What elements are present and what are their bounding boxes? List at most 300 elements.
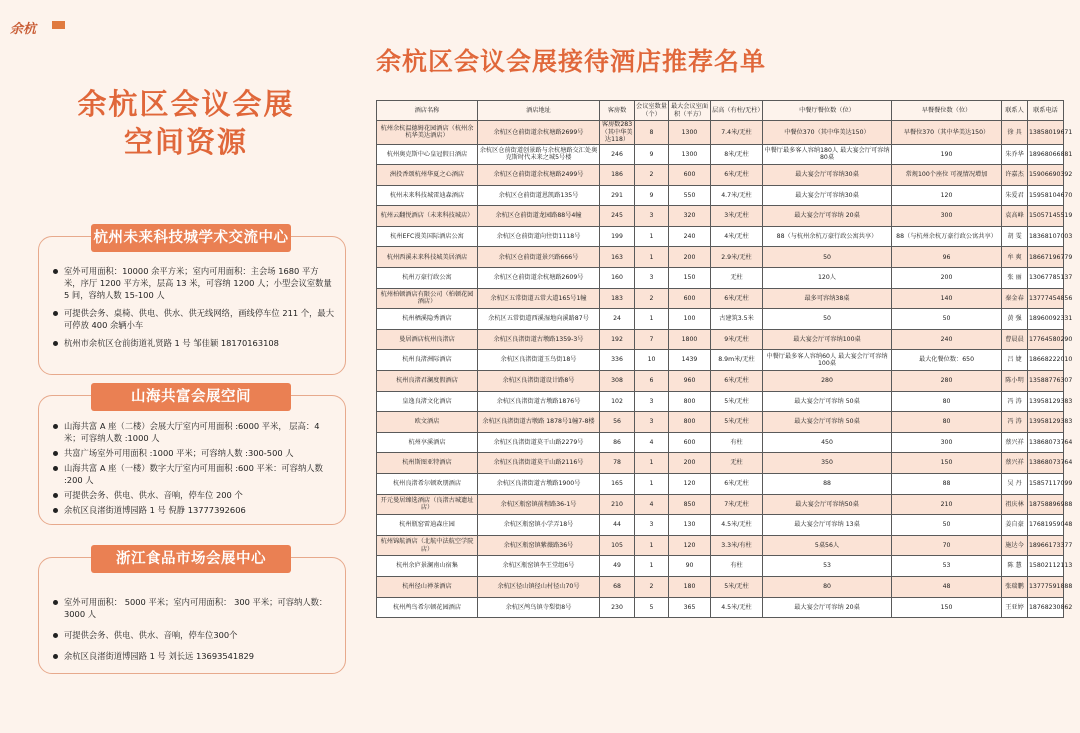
cell-contact: 黄 强 xyxy=(1002,309,1028,330)
cell-rooms: 165 xyxy=(600,474,635,495)
cell-rooms: 102 xyxy=(600,391,635,412)
cell-address: 余杭区仓前街道余杭塘路2699号 xyxy=(478,121,600,145)
cell-max-area: 960 xyxy=(669,371,711,392)
cell-address: 余杭区仓前街道恩凯路135号 xyxy=(478,185,600,206)
table-row xyxy=(377,576,1064,597)
cell-phone: 15906690392 xyxy=(1028,165,1064,186)
cell-ceiling-height: 古建筑3.5米 xyxy=(711,309,763,330)
venue-card-list xyxy=(53,265,335,355)
cell-rooms: 44 xyxy=(600,515,635,536)
cell-ceiling-height: 7.4米/无柱 xyxy=(711,121,763,145)
table-row xyxy=(377,515,1064,536)
column-header-phone: 联系电话 xyxy=(1028,101,1064,121)
cell-contact: 蔡兴祥 xyxy=(1002,432,1028,453)
column-header-address: 酒店地址 xyxy=(478,101,600,121)
cell-phone: 18368107003 xyxy=(1028,226,1064,247)
venue-card-item: 可提供会务、供电、供水、音响，停车位300个 xyxy=(53,629,335,641)
cell-meeting-rooms: 2 xyxy=(635,288,669,309)
cell-contact: 牟 爽 xyxy=(1002,247,1028,268)
cell-max-area: 100 xyxy=(669,309,711,330)
cell-meeting-rooms: 8 xyxy=(635,121,669,145)
cell-ceiling-height: 6米/无柱 xyxy=(711,288,763,309)
cell-hotel-name: 皇逸良渚文化酒店 xyxy=(377,391,478,412)
cell-max-area: 180 xyxy=(669,576,711,597)
cell-phone: 13958129383 xyxy=(1028,412,1064,433)
cell-address: 余杭区瓶窑镇紫薇路36号 xyxy=(478,535,600,556)
brand-logo-text: 余杭 xyxy=(10,22,37,37)
cell-phone: 13958129383 xyxy=(1028,391,1064,412)
cell-breakfast-seats: 48 xyxy=(892,576,1002,597)
cell-ceiling-height: 有柱 xyxy=(711,556,763,577)
cell-meeting-rooms: 1 xyxy=(635,453,669,474)
cell-phone: 13868073764 xyxy=(1028,432,1064,453)
brand-logo-tag xyxy=(52,21,65,29)
cell-rooms: 186 xyxy=(600,165,635,186)
cell-max-area: 600 xyxy=(669,165,711,186)
cell-contact: 祖庆林 xyxy=(1002,494,1028,515)
cell-breakfast-seats: 190 xyxy=(892,144,1002,165)
table-row xyxy=(377,474,1064,495)
cell-meeting-rooms: 4 xyxy=(635,432,669,453)
cell-rooms: 客房数283（其中华美达118） xyxy=(600,121,635,145)
cell-breakfast-seats: 300 xyxy=(892,206,1002,227)
cell-meeting-rooms: 9 xyxy=(635,144,669,165)
cell-hotel-name: 洲投香颂杭州华夏之心酒店 xyxy=(377,165,478,186)
cell-chinese-restaurant-seats: 88（与杭州余杭万豪行政公寓共享） xyxy=(763,226,892,247)
cell-breakfast-seats: 80 xyxy=(892,412,1002,433)
cell-ceiling-height: 9米/无柱 xyxy=(711,329,763,350)
cell-contact: 张 丽 xyxy=(1002,268,1028,289)
table-row xyxy=(377,121,1064,145)
cell-ceiling-height: 6米/无柱 xyxy=(711,165,763,186)
cell-address: 余杭区瓶窑镇李王堂组6号 xyxy=(478,556,600,577)
cell-max-area: 150 xyxy=(669,268,711,289)
cell-phone: 18968066881 xyxy=(1028,144,1064,165)
table-row xyxy=(377,350,1064,371)
cell-max-area: 200 xyxy=(669,453,711,474)
column-header-hotel-name: 酒店名称 xyxy=(377,101,478,121)
cell-max-area: 850 xyxy=(669,494,711,515)
table-row xyxy=(377,226,1064,247)
cell-chinese-restaurant-seats: 最大宴会厅可容纳50桌 xyxy=(763,494,892,515)
cell-breakfast-seats: 80 xyxy=(892,391,1002,412)
cell-max-area: 1800 xyxy=(669,329,711,350)
cell-ceiling-height: 有柱 xyxy=(711,432,763,453)
cell-phone: 15057145519 xyxy=(1028,206,1064,227)
cell-address: 余杭区五常街道西溪湿地向溪路87号 xyxy=(478,309,600,330)
cell-breakfast-seats: 50 xyxy=(892,309,1002,330)
cell-contact: 朱爱君 xyxy=(1002,185,1028,206)
cell-rooms: 192 xyxy=(600,329,635,350)
cell-rooms: 49 xyxy=(600,556,635,577)
cell-ceiling-height: 6米/无柱 xyxy=(711,371,763,392)
cell-meeting-rooms: 5 xyxy=(635,597,669,618)
cell-rooms: 56 xyxy=(600,412,635,433)
cell-contact: 袁高峰 xyxy=(1002,206,1028,227)
cell-hotel-name: 杭州西溪未来科技城美居酒店 xyxy=(377,247,478,268)
cell-rooms: 160 xyxy=(600,268,635,289)
cell-chinese-restaurant-seats: 50 xyxy=(763,247,892,268)
cell-meeting-rooms: 4 xyxy=(635,494,669,515)
left-title-line1: 余杭区会议会展 xyxy=(77,87,295,121)
cell-ceiling-height: 5米/无柱 xyxy=(711,576,763,597)
venue-card-food-market xyxy=(38,551,346,674)
cell-chinese-restaurant-seats: 最大宴会厅可容纳30桌 xyxy=(763,165,892,186)
cell-hotel-name: 欧文酒店 xyxy=(377,412,478,433)
hotel-table xyxy=(376,100,1073,618)
table-row xyxy=(377,206,1064,227)
cell-meeting-rooms: 3 xyxy=(635,206,669,227)
cell-chinese-restaurant-seats: 最大宴会厅可容纳 20桌 xyxy=(763,597,892,618)
cell-rooms: 68 xyxy=(600,576,635,597)
cell-meeting-rooms: 1 xyxy=(635,535,669,556)
cell-phone: 17764580290 xyxy=(1028,329,1064,350)
cell-chinese-restaurant-seats: 最多可容纳38桌 xyxy=(763,288,892,309)
column-header-meeting-rooms: 会议室数量（个） xyxy=(635,101,669,121)
cell-contact: 胡 雯 xyxy=(1002,226,1028,247)
cell-max-area: 365 xyxy=(669,597,711,618)
hotel-table-header-row xyxy=(377,101,1064,121)
cell-max-area: 90 xyxy=(669,556,711,577)
cell-chinese-restaurant-seats: 50 xyxy=(763,309,892,330)
cell-max-area: 550 xyxy=(669,185,711,206)
table-row xyxy=(377,288,1064,309)
cell-breakfast-seats: 140 xyxy=(892,288,1002,309)
cell-chinese-restaurant-seats: 中餐位370（其中华美达150） xyxy=(763,121,892,145)
cell-phone: 13868073764 xyxy=(1028,453,1064,474)
cell-phone: 18667196779 xyxy=(1028,247,1064,268)
cell-hotel-name: 杭州未来科技城雷迪森酒店 xyxy=(377,185,478,206)
cell-max-area: 120 xyxy=(669,474,711,495)
cell-phone: 13067785137 xyxy=(1028,268,1064,289)
cell-meeting-rooms: 1 xyxy=(635,226,669,247)
cell-ceiling-height: 2.9米/无柱 xyxy=(711,247,763,268)
venue-card-list xyxy=(53,596,335,671)
cell-chinese-restaurant-seats: 5桌56人 xyxy=(763,535,892,556)
cell-rooms: 308 xyxy=(600,371,635,392)
cell-ceiling-height: 5米/无柱 xyxy=(711,391,763,412)
cell-phone: 18966173377 xyxy=(1028,535,1064,556)
cell-address: 余杭区良渚街道莫干山路2116号 xyxy=(478,453,600,474)
venue-card-item: 可提供会务、供电、供水、音响，停车位 200 个 xyxy=(53,489,335,501)
table-row xyxy=(377,144,1064,165)
cell-rooms: 163 xyxy=(600,247,635,268)
cell-breakfast-seats: 150 xyxy=(892,453,1002,474)
cell-hotel-name: 杭州万豪行政公寓 xyxy=(377,268,478,289)
cell-address: 余杭区良渚街道古墩路1876号 xyxy=(478,391,600,412)
cell-address: 余杭区良渚街道玉鸟街18号 xyxy=(478,350,600,371)
cell-hotel-name: 杭州良渚洲际酒店 xyxy=(377,350,478,371)
cell-ceiling-height: 4米/无柱 xyxy=(711,226,763,247)
venue-card-future-tech xyxy=(38,230,346,375)
cell-breakfast-seats: 88 xyxy=(892,474,1002,495)
cell-breakfast-seats: 53 xyxy=(892,556,1002,577)
cell-contact: 秦金春 xyxy=(1002,288,1028,309)
cell-breakfast-seats: 50 xyxy=(892,515,1002,536)
cell-breakfast-seats: 常规100个座位 可视情况增加 xyxy=(892,165,1002,186)
cell-max-area: 800 xyxy=(669,412,711,433)
cell-phone: 15802112113 xyxy=(1028,556,1064,577)
cell-max-area: 120 xyxy=(669,535,711,556)
cell-max-area: 130 xyxy=(669,515,711,536)
cell-meeting-rooms: 2 xyxy=(635,165,669,186)
cell-max-area: 200 xyxy=(669,247,711,268)
cell-chinese-restaurant-seats: 120人 xyxy=(763,268,892,289)
cell-ceiling-height: 8.9m米/无柱 xyxy=(711,350,763,371)
cell-chinese-restaurant-seats: 88 xyxy=(763,474,892,495)
cell-hotel-name: 开元曼居臻选酒店（良渚古城遗址店） xyxy=(377,494,478,515)
cell-address: 余杭区径山镇径山村径山70号 xyxy=(478,576,600,597)
cell-address: 余杭区仓前街道龙园路88号4幢 xyxy=(478,206,600,227)
venue-card-item: 共富广场室外可用面积 :1000 平米；可容纳人数 :300-500 人 xyxy=(53,447,335,459)
cell-address: 余杭区仓前街道余杭塘路2499号 xyxy=(478,165,600,186)
cell-rooms: 86 xyxy=(600,432,635,453)
table-row xyxy=(377,165,1064,186)
table-row xyxy=(377,247,1064,268)
column-header-rooms: 客房数 xyxy=(600,101,635,121)
cell-contact: 曹晨晨 xyxy=(1002,329,1028,350)
cell-chinese-restaurant-seats: 53 xyxy=(763,556,892,577)
cell-meeting-rooms: 3 xyxy=(635,515,669,536)
cell-breakfast-seats: 88（与杭州余杭万豪行政公寓共享） xyxy=(892,226,1002,247)
cell-hotel-name: 杭州余庐景澜南山宿集 xyxy=(377,556,478,577)
cell-breakfast-seats: 300 xyxy=(892,432,1002,453)
brand-logo xyxy=(10,18,65,37)
cell-rooms: 291 xyxy=(600,185,635,206)
table-row xyxy=(377,309,1064,330)
cell-contact: 许嘉杰 xyxy=(1002,165,1028,186)
venue-card-item: 山海共富 A 座（一楼）数字大厅室内可用面积 :600 平米：可容纳人数 :200 人 xyxy=(53,462,335,486)
cell-contact: 姜自豪 xyxy=(1002,515,1028,536)
table-row xyxy=(377,556,1064,577)
cell-max-area: 600 xyxy=(669,432,711,453)
cell-address: 余杭区瓶窑镇前程路36-1号 xyxy=(478,494,600,515)
cell-rooms: 336 xyxy=(600,350,635,371)
cell-meeting-rooms: 3 xyxy=(635,268,669,289)
hotel-table-body xyxy=(377,121,1073,618)
cell-max-area: 1439 xyxy=(669,350,711,371)
cell-max-area: 1300 xyxy=(669,121,711,145)
cell-contact: 王亚婷 xyxy=(1002,597,1028,618)
cell-address: 余杭区仓前街道创景路与余杭塘路交汇处奥克斯时代未来之城5号楼 xyxy=(478,144,600,165)
cell-rooms: 210 xyxy=(600,494,635,515)
column-header-contact: 联系人 xyxy=(1002,101,1028,121)
venue-card-title: 山海共富会展空间 xyxy=(91,383,291,411)
cell-contact: 吴 丹 xyxy=(1002,474,1028,495)
cell-address: 余杭区良渚街道古墩路 1878号1幢7-8楼 xyxy=(478,412,600,433)
cell-phone: 18668222010 xyxy=(1028,350,1064,371)
cell-ceiling-height: 3米/无柱 xyxy=(711,206,763,227)
cell-hotel-name: 杭州EFC漫美国际酒店公寓 xyxy=(377,226,478,247)
left-title-line2: 空间资源 xyxy=(123,125,248,159)
cell-hotel-name: 杭州斯图亚特酒店 xyxy=(377,453,478,474)
cell-hotel-name: 杭州云翻悦酒店（未来科技城店） xyxy=(377,206,478,227)
cell-address: 余杭区良渚街道古墩路1900号 xyxy=(478,474,600,495)
cell-contact: 朱乔华 xyxy=(1002,144,1028,165)
cell-address: 余杭区良渚街道古墩路1359-3号 xyxy=(478,329,600,350)
cell-chinese-restaurant-seats: 最大宴会厅可容纳 50桌 xyxy=(763,412,892,433)
cell-max-area: 320 xyxy=(669,206,711,227)
cell-breakfast-seats: 150 xyxy=(892,597,1002,618)
cell-phone: 15857117099 xyxy=(1028,474,1064,495)
cell-phone: 17681959048 xyxy=(1028,515,1064,536)
cell-address: 余杭区仓前街道景兴路666号 xyxy=(478,247,600,268)
cell-hotel-name: 杭州奥克斯中心皇冠假日酒店 xyxy=(377,144,478,165)
cell-meeting-rooms: 1 xyxy=(635,309,669,330)
cell-hotel-name: 曼居酒店杭州良渚店 xyxy=(377,329,478,350)
cell-meeting-rooms: 1 xyxy=(635,247,669,268)
cell-meeting-rooms: 10 xyxy=(635,350,669,371)
cell-hotel-name: 杭州瓶窑雷迪森庄园 xyxy=(377,515,478,536)
table-row xyxy=(377,268,1064,289)
venue-card-item: 室外可用面积：10000 余平方米；室内可用面积：主会场 1680 平方米，序厅 1200 平方米，层高 13 米，可容纳 1200 人；小型会议室数量 5 间，容纳人数 15-100 人 xyxy=(53,265,335,301)
cell-hotel-name: 杭州径山禅茶酒店 xyxy=(377,576,478,597)
venue-card-item: 余杭区良渚街道博园路 1 号 刘长远 13693541829 xyxy=(53,650,335,662)
cell-contact: 冯 涛 xyxy=(1002,391,1028,412)
cell-chinese-restaurant-seats: 中餐厅最多客人容纳180人 最大宴会厅可容纳80桌 xyxy=(763,144,892,165)
cell-meeting-rooms: 6 xyxy=(635,371,669,392)
cell-meeting-rooms: 9 xyxy=(635,185,669,206)
cell-phone: 18960092331 xyxy=(1028,309,1064,330)
cell-meeting-rooms: 2 xyxy=(635,576,669,597)
table-row xyxy=(377,453,1064,474)
cell-chinese-restaurant-seats: 中餐厅最多客人容纳60人 最大宴会厅可容纳100桌 xyxy=(763,350,892,371)
venue-card-shanhai xyxy=(38,389,346,525)
venue-card-item: 室外可用面积： 5000 平米；室内可用面积： 300 平米；可容纳人数： 3000 人 xyxy=(53,596,335,620)
cell-chinese-restaurant-seats: 80 xyxy=(763,576,892,597)
cell-address: 余杭区鸬鸟镇寺梨街8号 xyxy=(478,597,600,618)
cell-address: 余杭区瓶窑镇小学弄18号 xyxy=(478,515,600,536)
table-row xyxy=(377,432,1064,453)
cell-address: 余杭区五常街道五常大道165号1幢 xyxy=(478,288,600,309)
cell-max-area: 1300 xyxy=(669,144,711,165)
cell-rooms: 105 xyxy=(600,535,635,556)
cell-contact: 徐 具 xyxy=(1002,121,1028,145)
column-header-chinese-restaurant-seats: 中餐厅餐位数（位） xyxy=(763,101,892,121)
cell-breakfast-seats: 早餐位370（其中华美达150） xyxy=(892,121,1002,145)
venue-card-item: 余杭区良渚街道博园路 1 号 倪静 13777392606 xyxy=(53,504,335,516)
table-row xyxy=(377,412,1064,433)
cell-address: 余杭区仓前街道余杭塘路2609号 xyxy=(478,268,600,289)
cell-rooms: 245 xyxy=(600,206,635,227)
cell-max-area: 800 xyxy=(669,391,711,412)
venue-card-item: 可提供会务、桌椅、供电、供水、供无线网络，画线停车位 211 个，最大可停放 400 余辆小车 xyxy=(53,307,335,331)
cell-hotel-name: 杭州柏顿酒店有限公司（柏顿花园酒店） xyxy=(377,288,478,309)
cell-breakfast-seats: 70 xyxy=(892,535,1002,556)
cell-chinese-restaurant-seats: 450 xyxy=(763,432,892,453)
cell-contact: 张瑞鹏 xyxy=(1002,576,1028,597)
cell-contact: 冯 涛 xyxy=(1002,412,1028,433)
cell-meeting-rooms: 3 xyxy=(635,412,669,433)
cell-breakfast-seats: 96 xyxy=(892,247,1002,268)
cell-ceiling-height: 7米/无柱 xyxy=(711,494,763,515)
cell-breakfast-seats: 120 xyxy=(892,185,1002,206)
table-row xyxy=(377,329,1064,350)
cell-hotel-name: 杭州锦航酒店（北航中法航空学院店） xyxy=(377,535,478,556)
cell-contact: 陈小明 xyxy=(1002,371,1028,392)
cell-breakfast-seats: 210 xyxy=(892,494,1002,515)
column-header-ceiling-height: 层高（有柱/无柱） xyxy=(711,101,763,121)
table-row xyxy=(377,597,1064,618)
cell-meeting-rooms: 1 xyxy=(635,474,669,495)
cell-address: 余杭区仓前街道向往街1118号 xyxy=(478,226,600,247)
cell-ceiling-height: 4.7米/无柱 xyxy=(711,185,763,206)
cell-chinese-restaurant-seats: 350 xyxy=(763,453,892,474)
cell-phone: 18768230862 xyxy=(1028,597,1064,618)
cell-hotel-name: 杭州良渚希尔顿欢朋酒店 xyxy=(377,474,478,495)
cell-ceiling-height: 无柱 xyxy=(711,453,763,474)
cell-chinese-restaurant-seats: 最大宴会厅可容纳 13桌 xyxy=(763,515,892,536)
cell-chinese-restaurant-seats: 280 xyxy=(763,371,892,392)
cell-phone: 18758896988 xyxy=(1028,494,1064,515)
venue-card-title: 杭州未来科技城学术交流中心 xyxy=(91,224,291,252)
cell-meeting-rooms: 7 xyxy=(635,329,669,350)
venue-card-title: 浙江食品市场会展中心 xyxy=(91,545,291,573)
cell-chinese-restaurant-seats: 最大宴会厅可容纳 50桌 xyxy=(763,391,892,412)
cell-contact: 陈 慧 xyxy=(1002,556,1028,577)
cell-chinese-restaurant-seats: 最大宴会厅可容纳30桌 xyxy=(763,185,892,206)
cell-contact: 施达今 xyxy=(1002,535,1028,556)
cell-ceiling-height: 5米/无柱 xyxy=(711,412,763,433)
cell-rooms: 24 xyxy=(600,309,635,330)
table-row xyxy=(377,391,1064,412)
column-header-breakfast-seats: 早餐餐位数（位） xyxy=(892,101,1002,121)
cell-ceiling-height: 6米/无柱 xyxy=(711,474,763,495)
cell-hotel-name: 杭州享溪酒店 xyxy=(377,432,478,453)
cell-contact: 吕 婕 xyxy=(1002,350,1028,371)
cell-ceiling-height: 8米/无柱 xyxy=(711,144,763,165)
cell-contact: 蔡兴祥 xyxy=(1002,453,1028,474)
table-row xyxy=(377,494,1064,515)
cell-ceiling-height: 4.5米/无柱 xyxy=(711,515,763,536)
cell-rooms: 78 xyxy=(600,453,635,474)
hotel-list-title: 余杭区会议会展接待酒店推荐名单 xyxy=(376,47,767,76)
cell-chinese-restaurant-seats: 最大宴会厅可容纳 20桌 xyxy=(763,206,892,227)
cell-breakfast-seats: 280 xyxy=(892,371,1002,392)
cell-phone: 15958104670 xyxy=(1028,185,1064,206)
cell-meeting-rooms: 1 xyxy=(635,556,669,577)
cell-hotel-name: 杭州良渚君澜度假酒店 xyxy=(377,371,478,392)
cell-breakfast-seats: 最大化餐位数：650 xyxy=(892,350,1002,371)
cell-hotel-name: 杭州栖溪隐秀酒店 xyxy=(377,309,478,330)
cell-ceiling-height: 4.5米/无柱 xyxy=(711,597,763,618)
column-header-max-area: 最大会议室面积（平方） xyxy=(669,101,711,121)
cell-ceiling-height: 3.3米/有柱 xyxy=(711,535,763,556)
cell-chinese-restaurant-seats: 最大宴会厅可容纳100桌 xyxy=(763,329,892,350)
cell-phone: 13588776307 xyxy=(1028,371,1064,392)
table-row xyxy=(377,185,1064,206)
cell-rooms: 230 xyxy=(600,597,635,618)
venue-card-item: 山海共富 A 座（二楼）会展大厅室内可用面积 :6000 平米， 层高：4 米；可容纳人数 :1000 人 xyxy=(53,420,335,444)
cell-rooms: 183 xyxy=(600,288,635,309)
table-row xyxy=(377,371,1064,392)
cell-ceiling-height: 无柱 xyxy=(711,268,763,289)
cell-breakfast-seats: 200 xyxy=(892,268,1002,289)
cell-address: 余杭区良渚街道莫干山路2279号 xyxy=(478,432,600,453)
venue-card-list xyxy=(53,420,335,519)
cell-phone: 13858019671 xyxy=(1028,121,1064,145)
cell-hotel-name: 杭州余杭温德姆花园酒店（杭州余杭华美达酒店） xyxy=(377,121,478,145)
cell-rooms: 199 xyxy=(600,226,635,247)
cell-meeting-rooms: 3 xyxy=(635,391,669,412)
table-row xyxy=(377,535,1064,556)
cell-max-area: 240 xyxy=(669,226,711,247)
cell-rooms: 246 xyxy=(600,144,635,165)
cell-hotel-name: 杭州鸬鸟希尔顿花园酒店 xyxy=(377,597,478,618)
cell-max-area: 600 xyxy=(669,288,711,309)
cell-breakfast-seats: 240 xyxy=(892,329,1002,350)
venue-card-item: 杭州市余杭区仓前街道礼贤路 1 号 邹佳颖 18170163108 xyxy=(53,337,335,349)
